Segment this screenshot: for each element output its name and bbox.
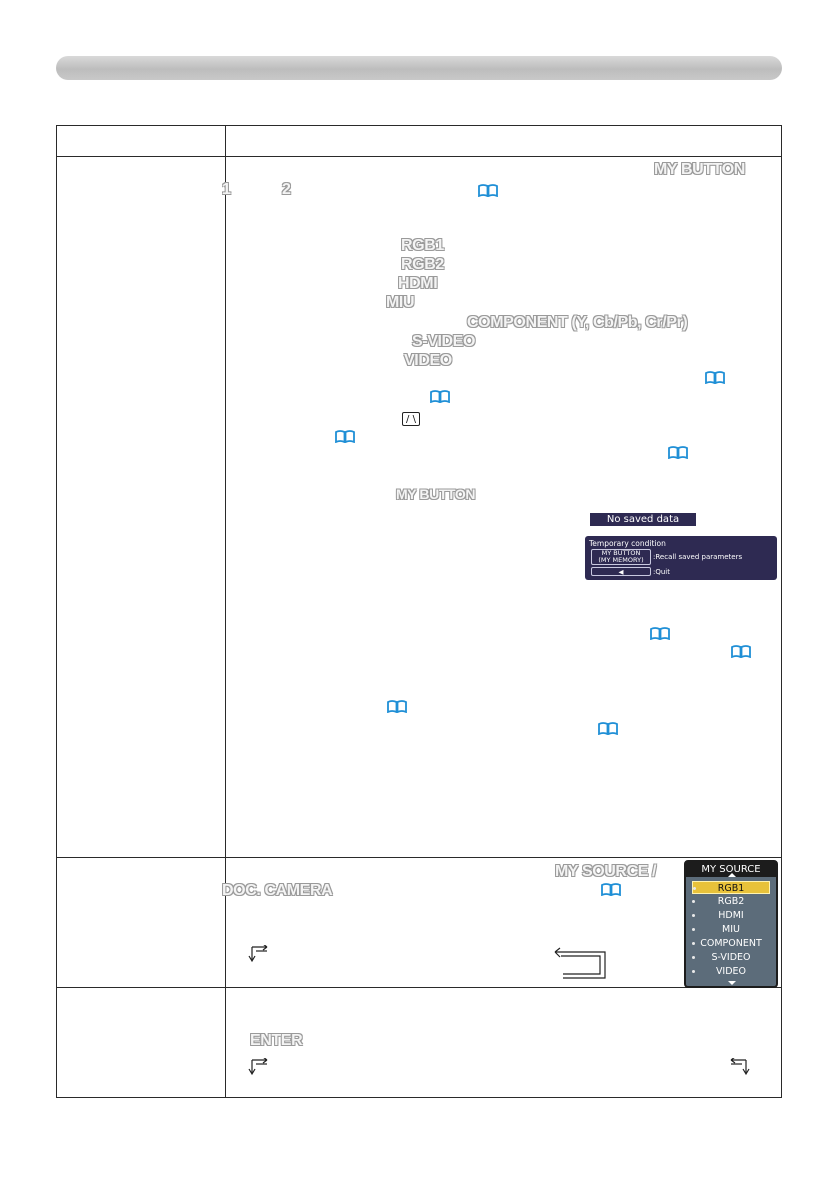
- book-reference-icon: [478, 184, 498, 197]
- temporary-condition-dialog: [585, 536, 777, 580]
- section-title-bar: [56, 56, 782, 80]
- return-arrow-icon: [728, 1058, 752, 1076]
- scroll-up-arrow-icon[interactable]: [728, 873, 736, 877]
- keyword-enter: ENTER: [250, 1032, 303, 1049]
- keyword-hdmi: HDMI: [398, 275, 438, 292]
- keyword-rgb1: RGB1: [401, 237, 444, 254]
- quit-button: ◀: [591, 567, 651, 576]
- column-divider: [225, 126, 226, 1097]
- keyword-num-1: 1: [222, 181, 231, 198]
- scroll-down-arrow-icon[interactable]: [728, 981, 736, 985]
- menu-item-rgb2[interactable]: RGB2: [692, 895, 770, 908]
- book-reference-icon: [598, 722, 618, 735]
- book-reference-icon: [668, 446, 688, 459]
- my-memory-button-line1: MY BUTTON: [601, 549, 641, 557]
- menu-bullet-icon: [692, 970, 695, 973]
- book-reference-icon: [335, 430, 355, 443]
- menu-item-video[interactable]: VIDEO: [692, 965, 770, 978]
- loop-arrow-icon: [553, 947, 609, 981]
- keyword-num-2: 2: [282, 181, 291, 198]
- keyword-my-button-2: MY BUTTON: [396, 486, 476, 502]
- book-reference-icon: [650, 627, 670, 640]
- keyword-svideo: S-VIDEO: [412, 333, 475, 350]
- keyword-doc-camera: DOC. CAMERA: [222, 882, 333, 899]
- menu-bullet-icon: [692, 942, 695, 945]
- menu-bullet-icon: [692, 914, 695, 917]
- book-reference-icon: [430, 390, 450, 403]
- keyword-miu: MIU: [386, 294, 415, 311]
- my-memory-button-line2: (MY MEMORY): [598, 556, 644, 564]
- aspect-button-icon: / \: [402, 412, 420, 426]
- enter-arrow-icon: [246, 1058, 270, 1076]
- keyword-video: VIDEO: [404, 352, 452, 369]
- keyword-component: COMPONENT (Y, Cb/Pb, Cr/Pr): [467, 314, 688, 331]
- enter-arrow-icon: [246, 945, 270, 963]
- keyword-my-button: MY BUTTON: [654, 161, 745, 178]
- my-memory-button: [591, 549, 651, 565]
- row-divider-2: [57, 987, 781, 988]
- menu-bullet-icon: [693, 887, 696, 890]
- no-saved-data-message: No saved data: [590, 513, 696, 526]
- book-reference-icon: [705, 371, 725, 384]
- menu-bullet-icon: [692, 928, 695, 931]
- menu-bullet-icon: [692, 956, 695, 959]
- menu-item-s-video[interactable]: S-VIDEO: [692, 951, 770, 964]
- book-reference-icon: [601, 883, 621, 896]
- menu-item-rgb1[interactable]: RGB1: [692, 881, 770, 894]
- quit-label: :Quit: [653, 568, 670, 576]
- book-reference-icon: [731, 645, 751, 658]
- keyword-my-source: MY SOURCE /: [555, 863, 657, 880]
- menu-item-miu[interactable]: MIU: [692, 923, 770, 936]
- header-row-divider: [57, 156, 781, 157]
- menu-item-hdmi[interactable]: HDMI: [692, 909, 770, 922]
- keyword-rgb2: RGB2: [401, 256, 444, 273]
- row-divider-1: [57, 857, 781, 858]
- book-reference-icon: [387, 700, 407, 713]
- my-source-menu-title: MY SOURCE: [686, 862, 776, 877]
- my-source-menu: [684, 860, 778, 988]
- menu-bullet-icon: [692, 900, 695, 903]
- recall-label: :Recall saved parameters: [653, 553, 743, 561]
- temporary-condition-title: Temporary condition: [589, 539, 666, 548]
- menu-item-component[interactable]: COMPONENT: [692, 937, 770, 950]
